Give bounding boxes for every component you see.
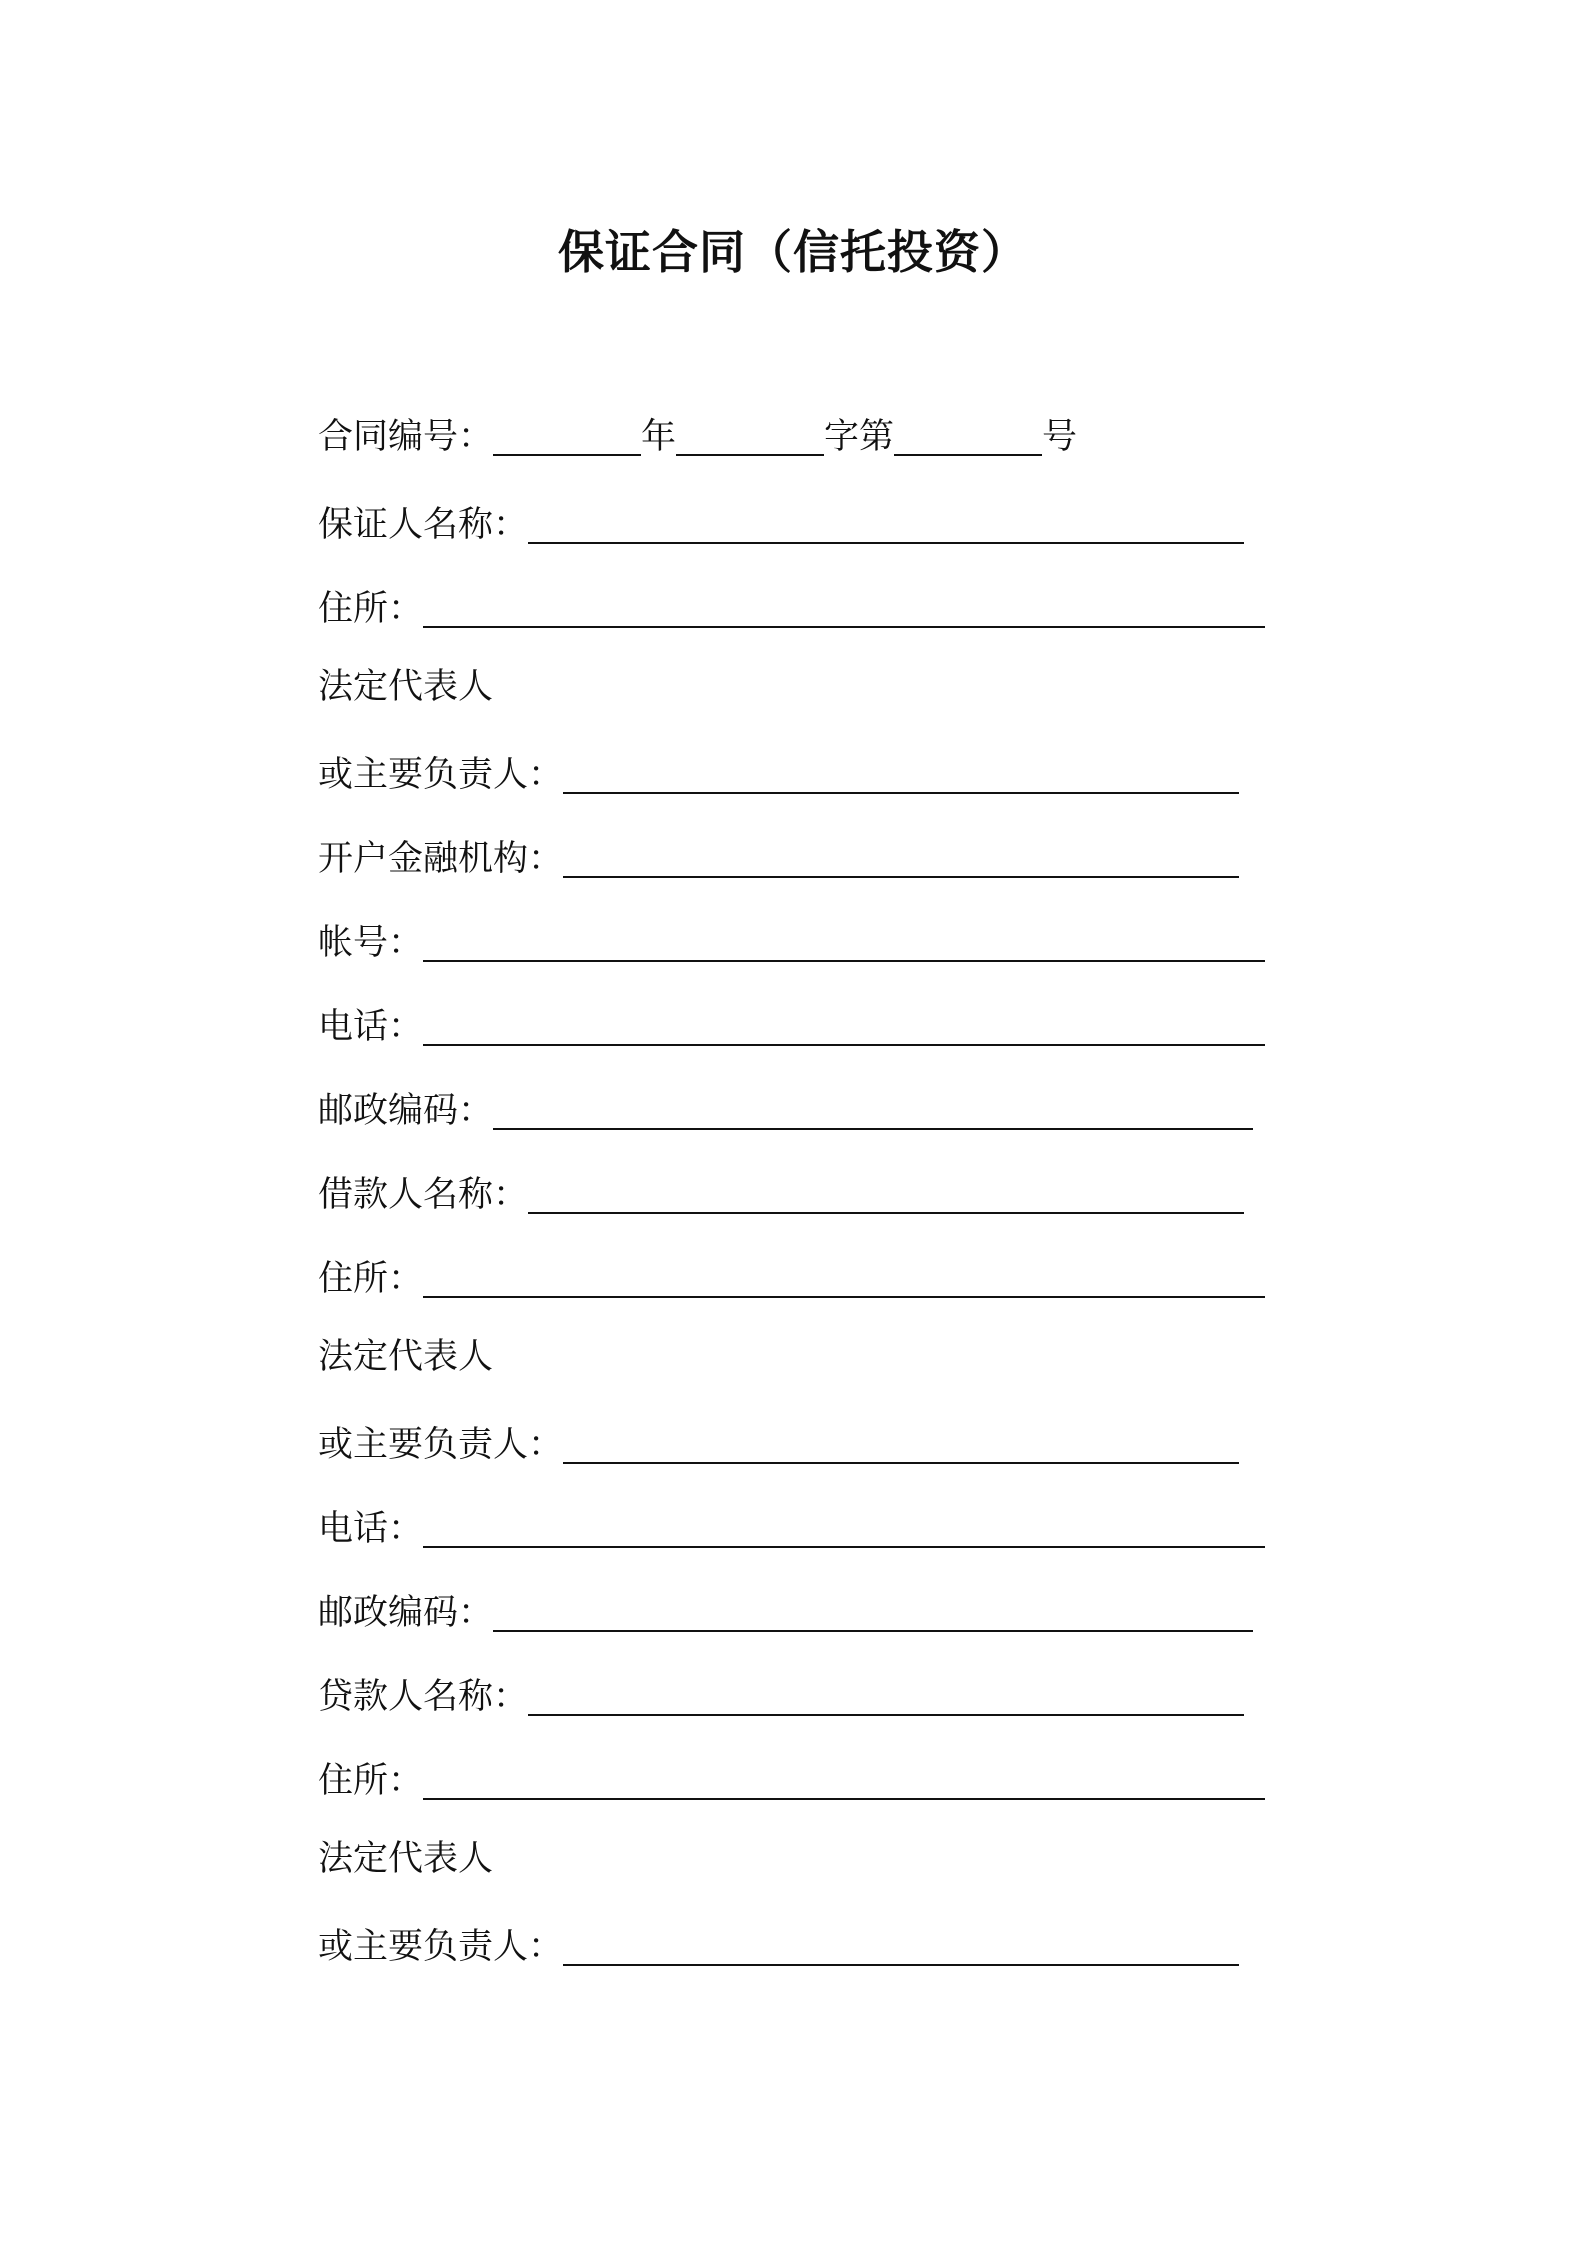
borrower-phone-label: 电话： — [318, 1509, 424, 1549]
guarantor-bank-row — [318, 834, 1239, 884]
borrower-postcode-row — [318, 1588, 1253, 1638]
guarantor-address-row — [318, 584, 1265, 634]
lender-address-blank[interactable] — [423, 1762, 1265, 1800]
lender-rep-label: 或主要负责人： — [318, 1927, 564, 1967]
borrower-address-row — [318, 1254, 1265, 1304]
contract-number-row — [318, 412, 1077, 462]
borrower-phone-blank[interactable] — [423, 1510, 1265, 1548]
guarantor-rep-label: 或主要负责人： — [318, 755, 564, 795]
lender-name-blank[interactable] — [528, 1678, 1244, 1716]
borrower-name-blank[interactable] — [528, 1176, 1244, 1214]
guarantor-account-blank[interactable] — [423, 924, 1265, 962]
lender-address-label: 住所： — [318, 1761, 424, 1801]
guarantor-phone-label: 电话： — [318, 1007, 424, 1047]
lender-rep-title: 法定代表人 — [318, 1839, 494, 1879]
guarantor-name-row — [318, 500, 1244, 550]
guarantor-bank-label: 开户金融机构： — [318, 839, 564, 879]
borrower-address-label: 住所： — [318, 1259, 424, 1299]
lender-rep-title-row — [318, 1834, 493, 1884]
borrower-postcode-label: 邮政编码： — [318, 1593, 494, 1633]
contract-number-blank[interactable] — [894, 418, 1042, 456]
borrower-rep-label: 或主要负责人： — [318, 1425, 564, 1465]
contract-number-suffix: 号 — [1042, 417, 1078, 457]
borrower-phone-row — [318, 1504, 1265, 1554]
guarantor-postcode-label: 邮政编码： — [318, 1091, 494, 1131]
guarantor-bank-blank[interactable] — [563, 840, 1239, 878]
guarantor-phone-row — [318, 1002, 1265, 1052]
guarantor-postcode-blank[interactable] — [493, 1092, 1253, 1130]
contract-number-label: 合同编号： — [318, 417, 494, 457]
guarantor-address-blank[interactable] — [423, 590, 1265, 628]
guarantor-account-row — [318, 918, 1265, 968]
guarantor-name-blank[interactable] — [528, 506, 1244, 544]
guarantor-phone-blank[interactable] — [423, 1008, 1265, 1046]
guarantor-rep-title-row — [318, 662, 493, 712]
contract-char-blank[interactable] — [676, 418, 824, 456]
lender-name-row — [318, 1672, 1244, 1722]
lender-rep-blank[interactable] — [563, 1928, 1239, 1966]
guarantor-rep-row — [318, 750, 1239, 800]
borrower-rep-title: 法定代表人 — [318, 1337, 494, 1377]
contract-char-text: 字第 — [824, 417, 895, 457]
contract-year-blank[interactable] — [493, 418, 641, 456]
lender-name-label: 贷款人名称： — [318, 1677, 529, 1717]
borrower-rep-blank[interactable] — [563, 1426, 1239, 1464]
contract-year-text: 年 — [641, 417, 677, 457]
borrower-name-row — [318, 1170, 1244, 1220]
guarantor-name-label: 保证人名称： — [318, 505, 529, 545]
document-title: 保证合同（信托投资） — [558, 225, 1028, 279]
guarantor-account-label: 帐号： — [318, 923, 424, 963]
lender-rep-row — [318, 1922, 1239, 1972]
borrower-rep-title-row — [318, 1332, 493, 1382]
lender-address-row — [318, 1756, 1265, 1806]
borrower-name-label: 借款人名称： — [318, 1175, 529, 1215]
guarantor-address-label: 住所： — [318, 589, 424, 629]
borrower-postcode-blank[interactable] — [493, 1594, 1253, 1632]
guarantor-rep-blank[interactable] — [563, 756, 1239, 794]
borrower-address-blank[interactable] — [423, 1260, 1265, 1298]
borrower-rep-row — [318, 1420, 1239, 1470]
guarantor-rep-title: 法定代表人 — [318, 667, 494, 707]
guarantor-postcode-row — [318, 1086, 1253, 1136]
